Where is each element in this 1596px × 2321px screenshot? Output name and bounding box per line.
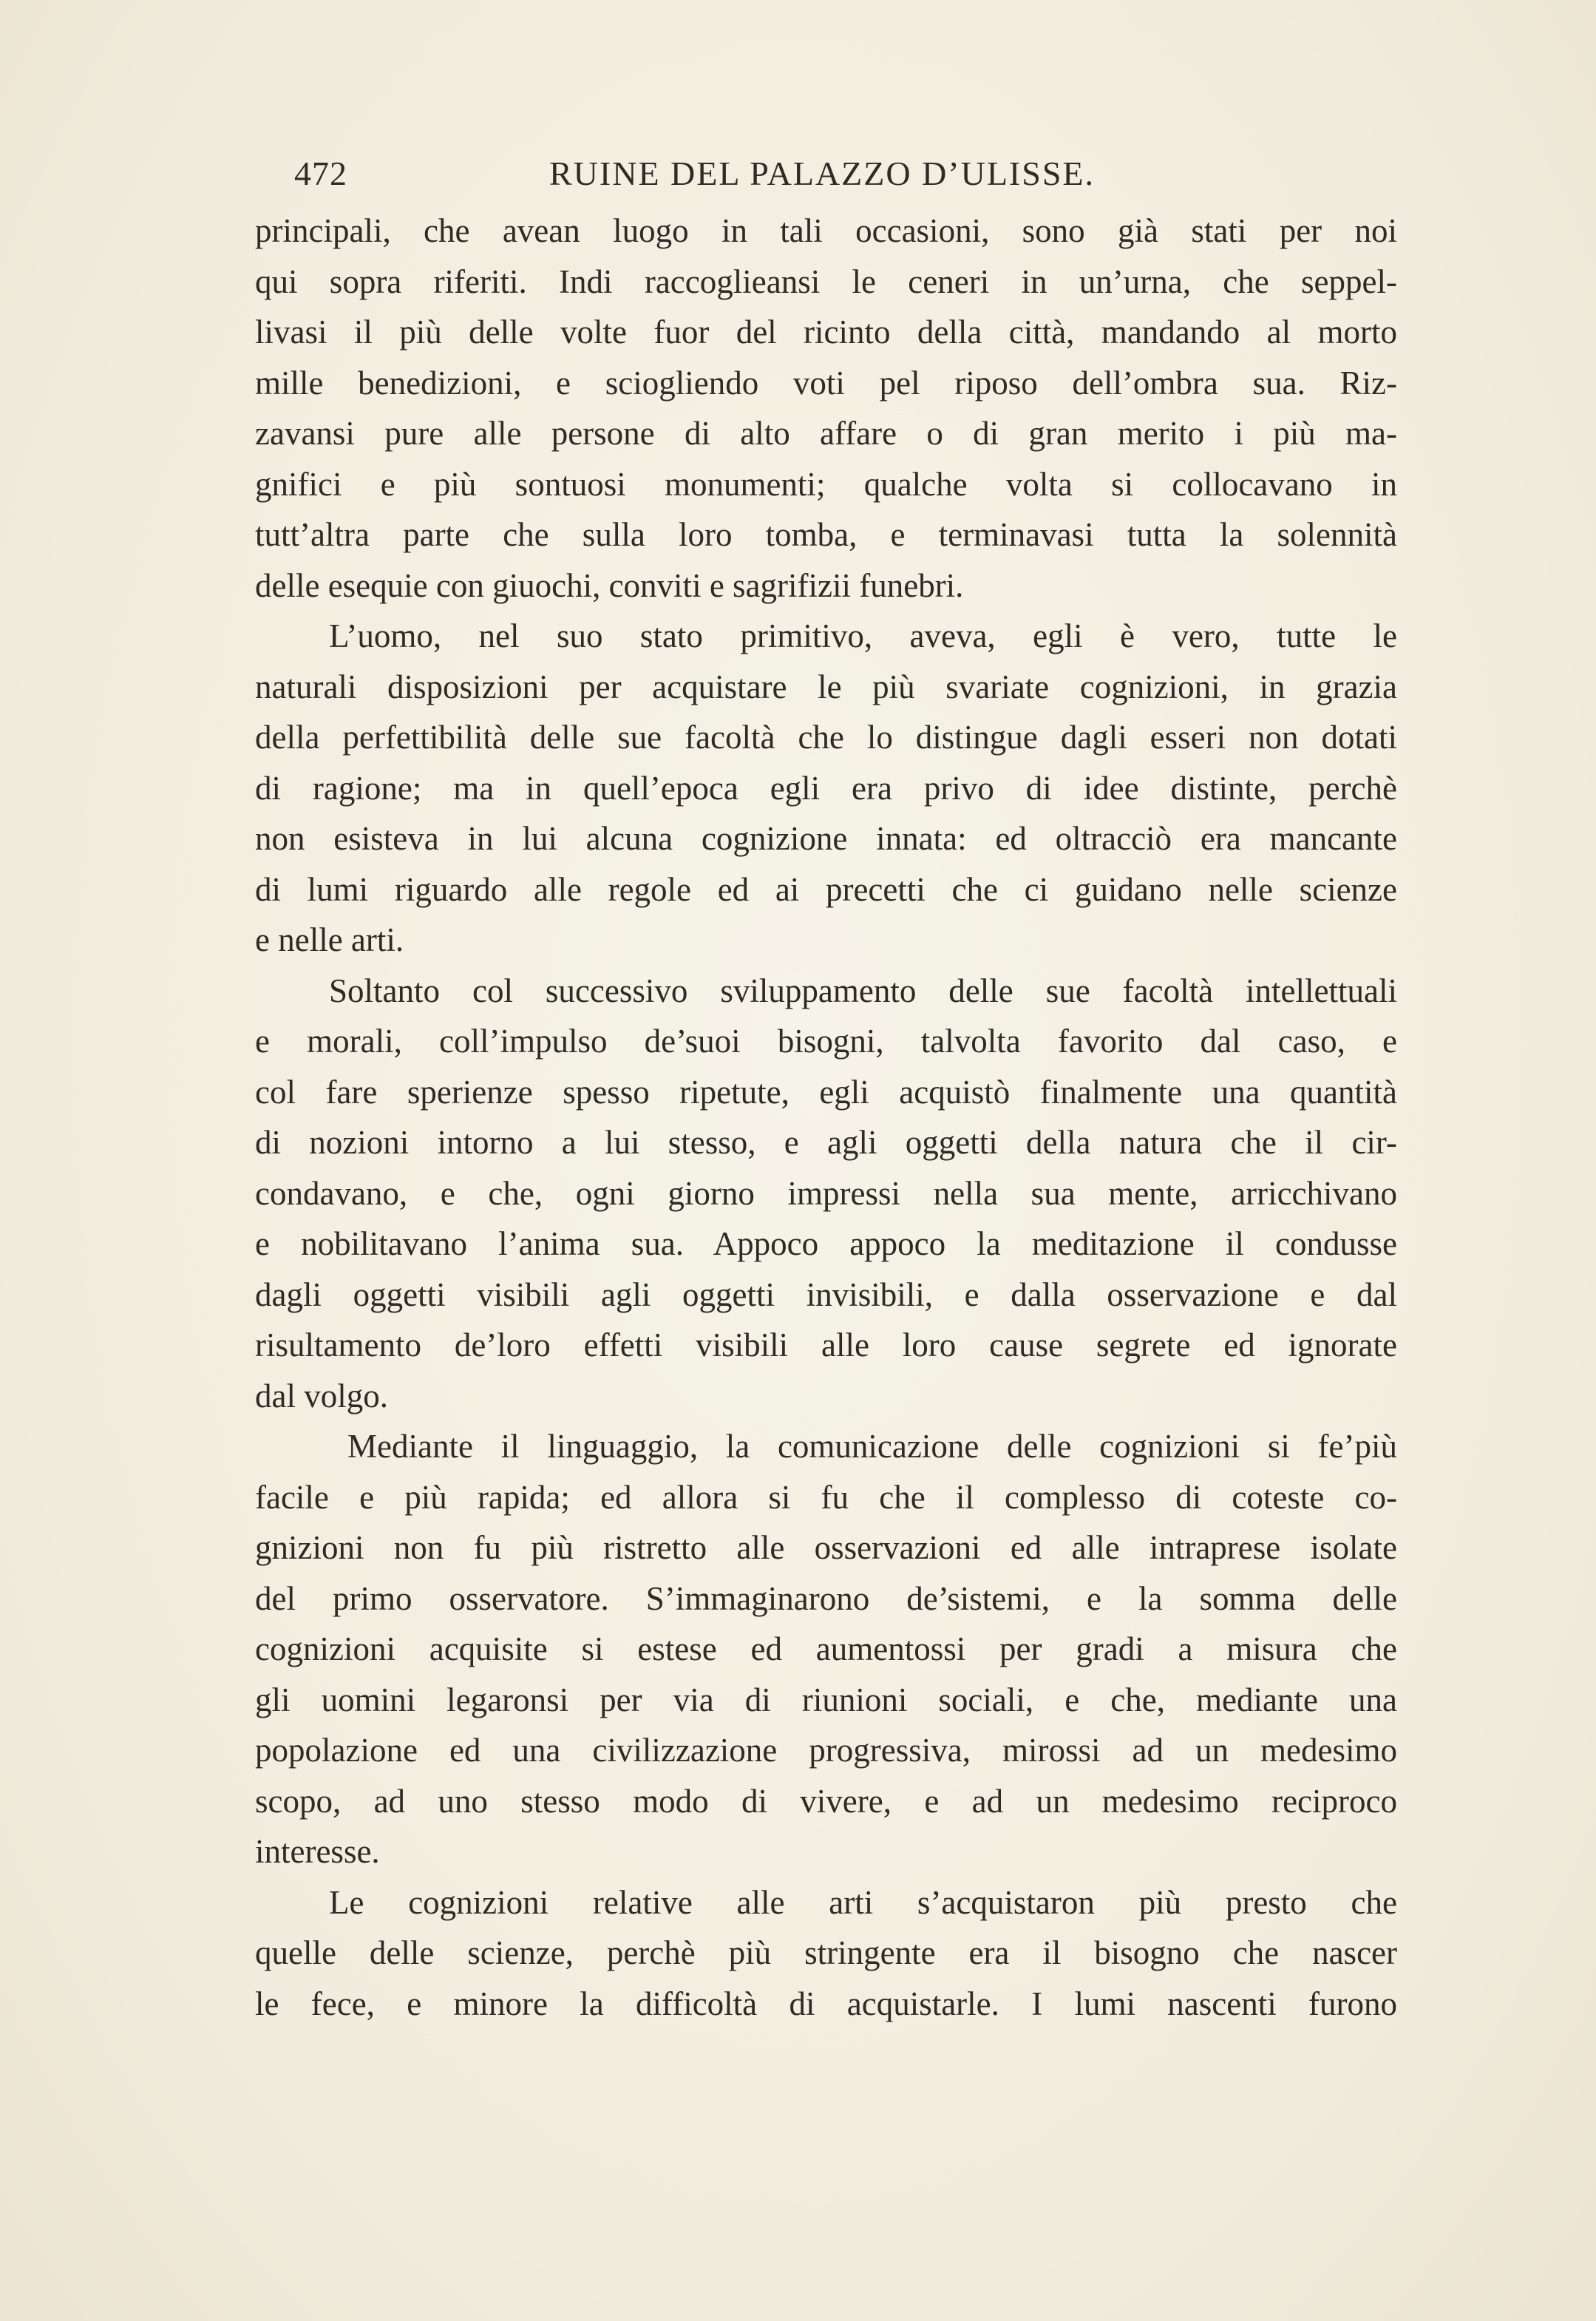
- text-line: principali, che avean luogo in tali occasioni, sono già stati per noi: [255, 212, 1397, 249]
- text-line: livasi il più delle volte fuor del ricinto della città, mandando al morto: [255, 314, 1397, 350]
- paragraph-start-line: Mediante il linguaggio, la comunicazione delle cognizioni si fe’più: [347, 1428, 1397, 1465]
- text-line: di ragione; ma in quell’epoca egli era privo di idee distinte, perchè: [255, 769, 1397, 807]
- text-line: di nozioni intorno a lui stesso, e agli oggetti della natura che il cir-: [255, 1124, 1397, 1161]
- page-number: 472: [294, 155, 347, 192]
- text-line: quelle delle scienze, perchè più stringente era il bisogno che nascer: [255, 1934, 1397, 1971]
- text-line: di lumi riguardo alle regole ed ai precetti che ci guidano nelle scienze: [255, 870, 1397, 908]
- text-line: della perfettibilità delle sue facoltà che lo distingue dagli esseri non dotati: [255, 719, 1397, 756]
- text-line: le fece, e minore la difficoltà di acquistarle. I lumi nascenti furono: [255, 1985, 1397, 2022]
- text-line: popolazione ed una civilizzazione progressiva, mirossi ad un medesimo: [255, 1732, 1397, 1769]
- text-line: interesse.: [255, 1833, 380, 1870]
- text-line: qui sopra riferiti. Indi raccoglieansi le ceneri in un’urna, che seppel-: [255, 262, 1397, 300]
- text-line: dal volgo.: [255, 1377, 388, 1414]
- text-line: del primo osservatore. S’immaginarono de’sistemi, e la somma delle: [255, 1579, 1397, 1617]
- text-line: gli uomini legaronsi per via di riunioni sociali, e che, mediante una: [255, 1681, 1397, 1718]
- body-text: [255, 206, 1397, 2029]
- text-line: dagli oggetti visibili agli oggetti invisibili, e dalla osservazione e dal: [255, 1275, 1397, 1313]
- text-line: scopo, ad uno stesso modo di vivere, e ad un medesimo reciproco: [255, 1782, 1397, 1820]
- text-line: zavansi pure alle persone di alto affare o di gran merito i più ma-: [255, 415, 1397, 452]
- text-line: e nobilitavano l’anima sua. Appoco appoco la meditazione il condusse: [255, 1225, 1397, 1262]
- text-line: condavano, e che, ogni giorno impressi nella sua mente, arricchivano: [255, 1174, 1397, 1212]
- text-line: e morali, coll’impulso de’suoi bisogni, talvolta favorito dal caso, e: [255, 1023, 1397, 1060]
- text-line: gnizioni non fu più ristretto alle osservazioni ed alle intraprese isolate: [255, 1529, 1397, 1566]
- paragraph-start-line: Soltanto col successivo sviluppamento delle sue facoltà intellettuali: [329, 972, 1397, 1009]
- text-line: risultamento de’loro effetti visibili alle loro cause segrete ed ignorate: [255, 1326, 1397, 1363]
- text-line: cognizioni acquisite si estese ed aumentossi per gradi a misura che: [255, 1630, 1397, 1667]
- text-line: naturali disposizioni per acquistare le più svariate cognizioni, in grazia: [255, 668, 1397, 705]
- paragraph-start-line: Le cognizioni relative alle arti s’acquistaron più presto che: [329, 1883, 1397, 1921]
- text-line: col fare sperienze spesso ripetute, egli acquistò finalmente una quantità: [255, 1073, 1397, 1111]
- paragraph-start-line: L’uomo, nel suo stato primitivo, aveva, egli è vero, tutte le: [329, 617, 1397, 654]
- text-line: tutt’altra parte che sulla loro tomba, e terminavasi tutta la solennità: [255, 516, 1397, 553]
- text-line: gnifici e più sontuosi monumenti; qualche volta si collocavano in: [255, 465, 1397, 503]
- text-line: e nelle arti.: [255, 921, 404, 958]
- page-header: [294, 154, 1403, 191]
- text-line: delle esequie con giuochi, conviti e sagrifizii funebri.: [255, 566, 964, 604]
- text-line: non esisteva in lui alcuna cognizione innata: ed oltracciò era mancante: [255, 820, 1397, 857]
- text-line: facile e più rapida; ed allora si fu che il complesso di coteste co-: [255, 1478, 1397, 1516]
- text-line: mille benedizioni, e sciogliendo voti pel riposo dell’ombra sua. Riz-: [255, 364, 1397, 401]
- running-title: RUINE DEL PALAZZO D’ULISSE.: [549, 155, 1096, 192]
